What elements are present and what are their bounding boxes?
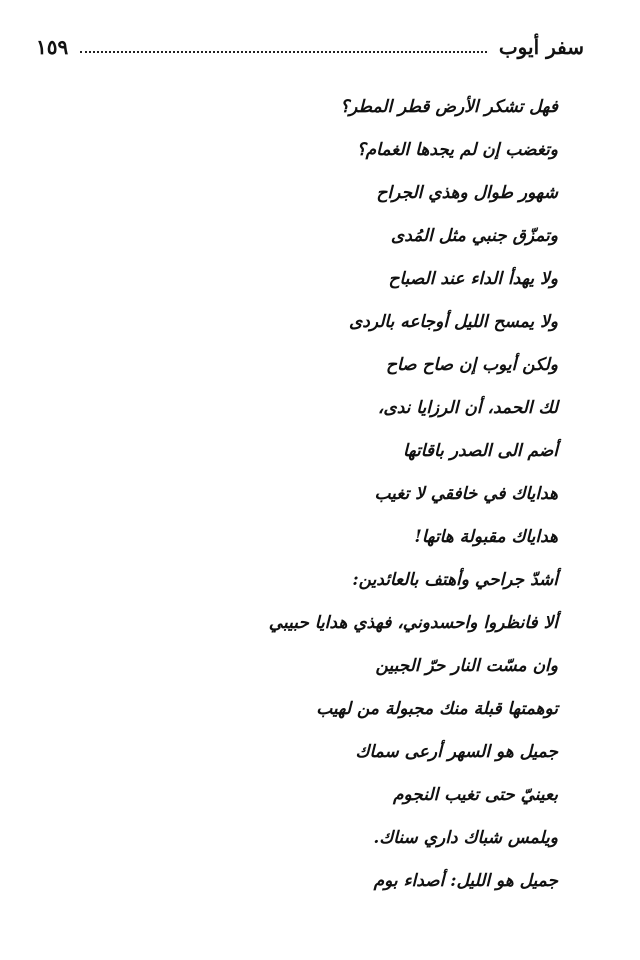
dotted-leader xyxy=(80,41,487,53)
poem-line: ألا فانظروا واحسدوني، فهذي هدايا حبيبي xyxy=(268,613,558,633)
chapter-title: سفر أيوب xyxy=(498,35,584,59)
poem-line: أشدّ جراحي وأهتف بالعائدين: xyxy=(352,570,558,590)
page-number: ١٥٩ xyxy=(36,35,69,59)
poem-line: وتمزّق جنبي مثل المُدى xyxy=(390,226,558,246)
poem-line: بعينيّ حتى تغيب النجوم xyxy=(393,785,558,805)
poem-line: ولا يمسح الليل أوجاعه بالردى xyxy=(348,312,558,332)
poem-line: ولا يهدأ الداء عند الصباح xyxy=(388,269,558,289)
poem-line: جميل هو السهر أرعى سماك xyxy=(355,742,558,762)
poem-line: أضم الى الصدر باقاتها xyxy=(402,441,558,461)
poem-line: فهل تشكر الأرض قطر المطر؟ xyxy=(340,97,558,117)
poem-line: لك الحمد، أن الرزايا ندى، xyxy=(377,398,558,418)
poem-line: ولكن أيوب إن صاح صاح xyxy=(385,355,558,375)
poem-line: جميل هو الليل: أصداء بوم xyxy=(373,871,558,891)
poem-line: وان مسّت النار حرّ الجبين xyxy=(375,656,558,676)
poem-line: شهور طوال وهذي الجراح xyxy=(376,183,558,203)
poem-line: وتغضب إن لم يجدها الغمام؟ xyxy=(356,140,558,160)
poem-line: هداياك في خافقي لا تغيب xyxy=(374,484,558,504)
poem-line: ويلمس شباك داري سناك. xyxy=(373,828,558,848)
running-header xyxy=(36,30,584,64)
poem-line: هداياك مقبولة هاتها! xyxy=(414,527,558,547)
poem-line: توهمتها قبلة منك مجبولة من لهيب xyxy=(316,699,558,719)
poem xyxy=(218,86,558,903)
